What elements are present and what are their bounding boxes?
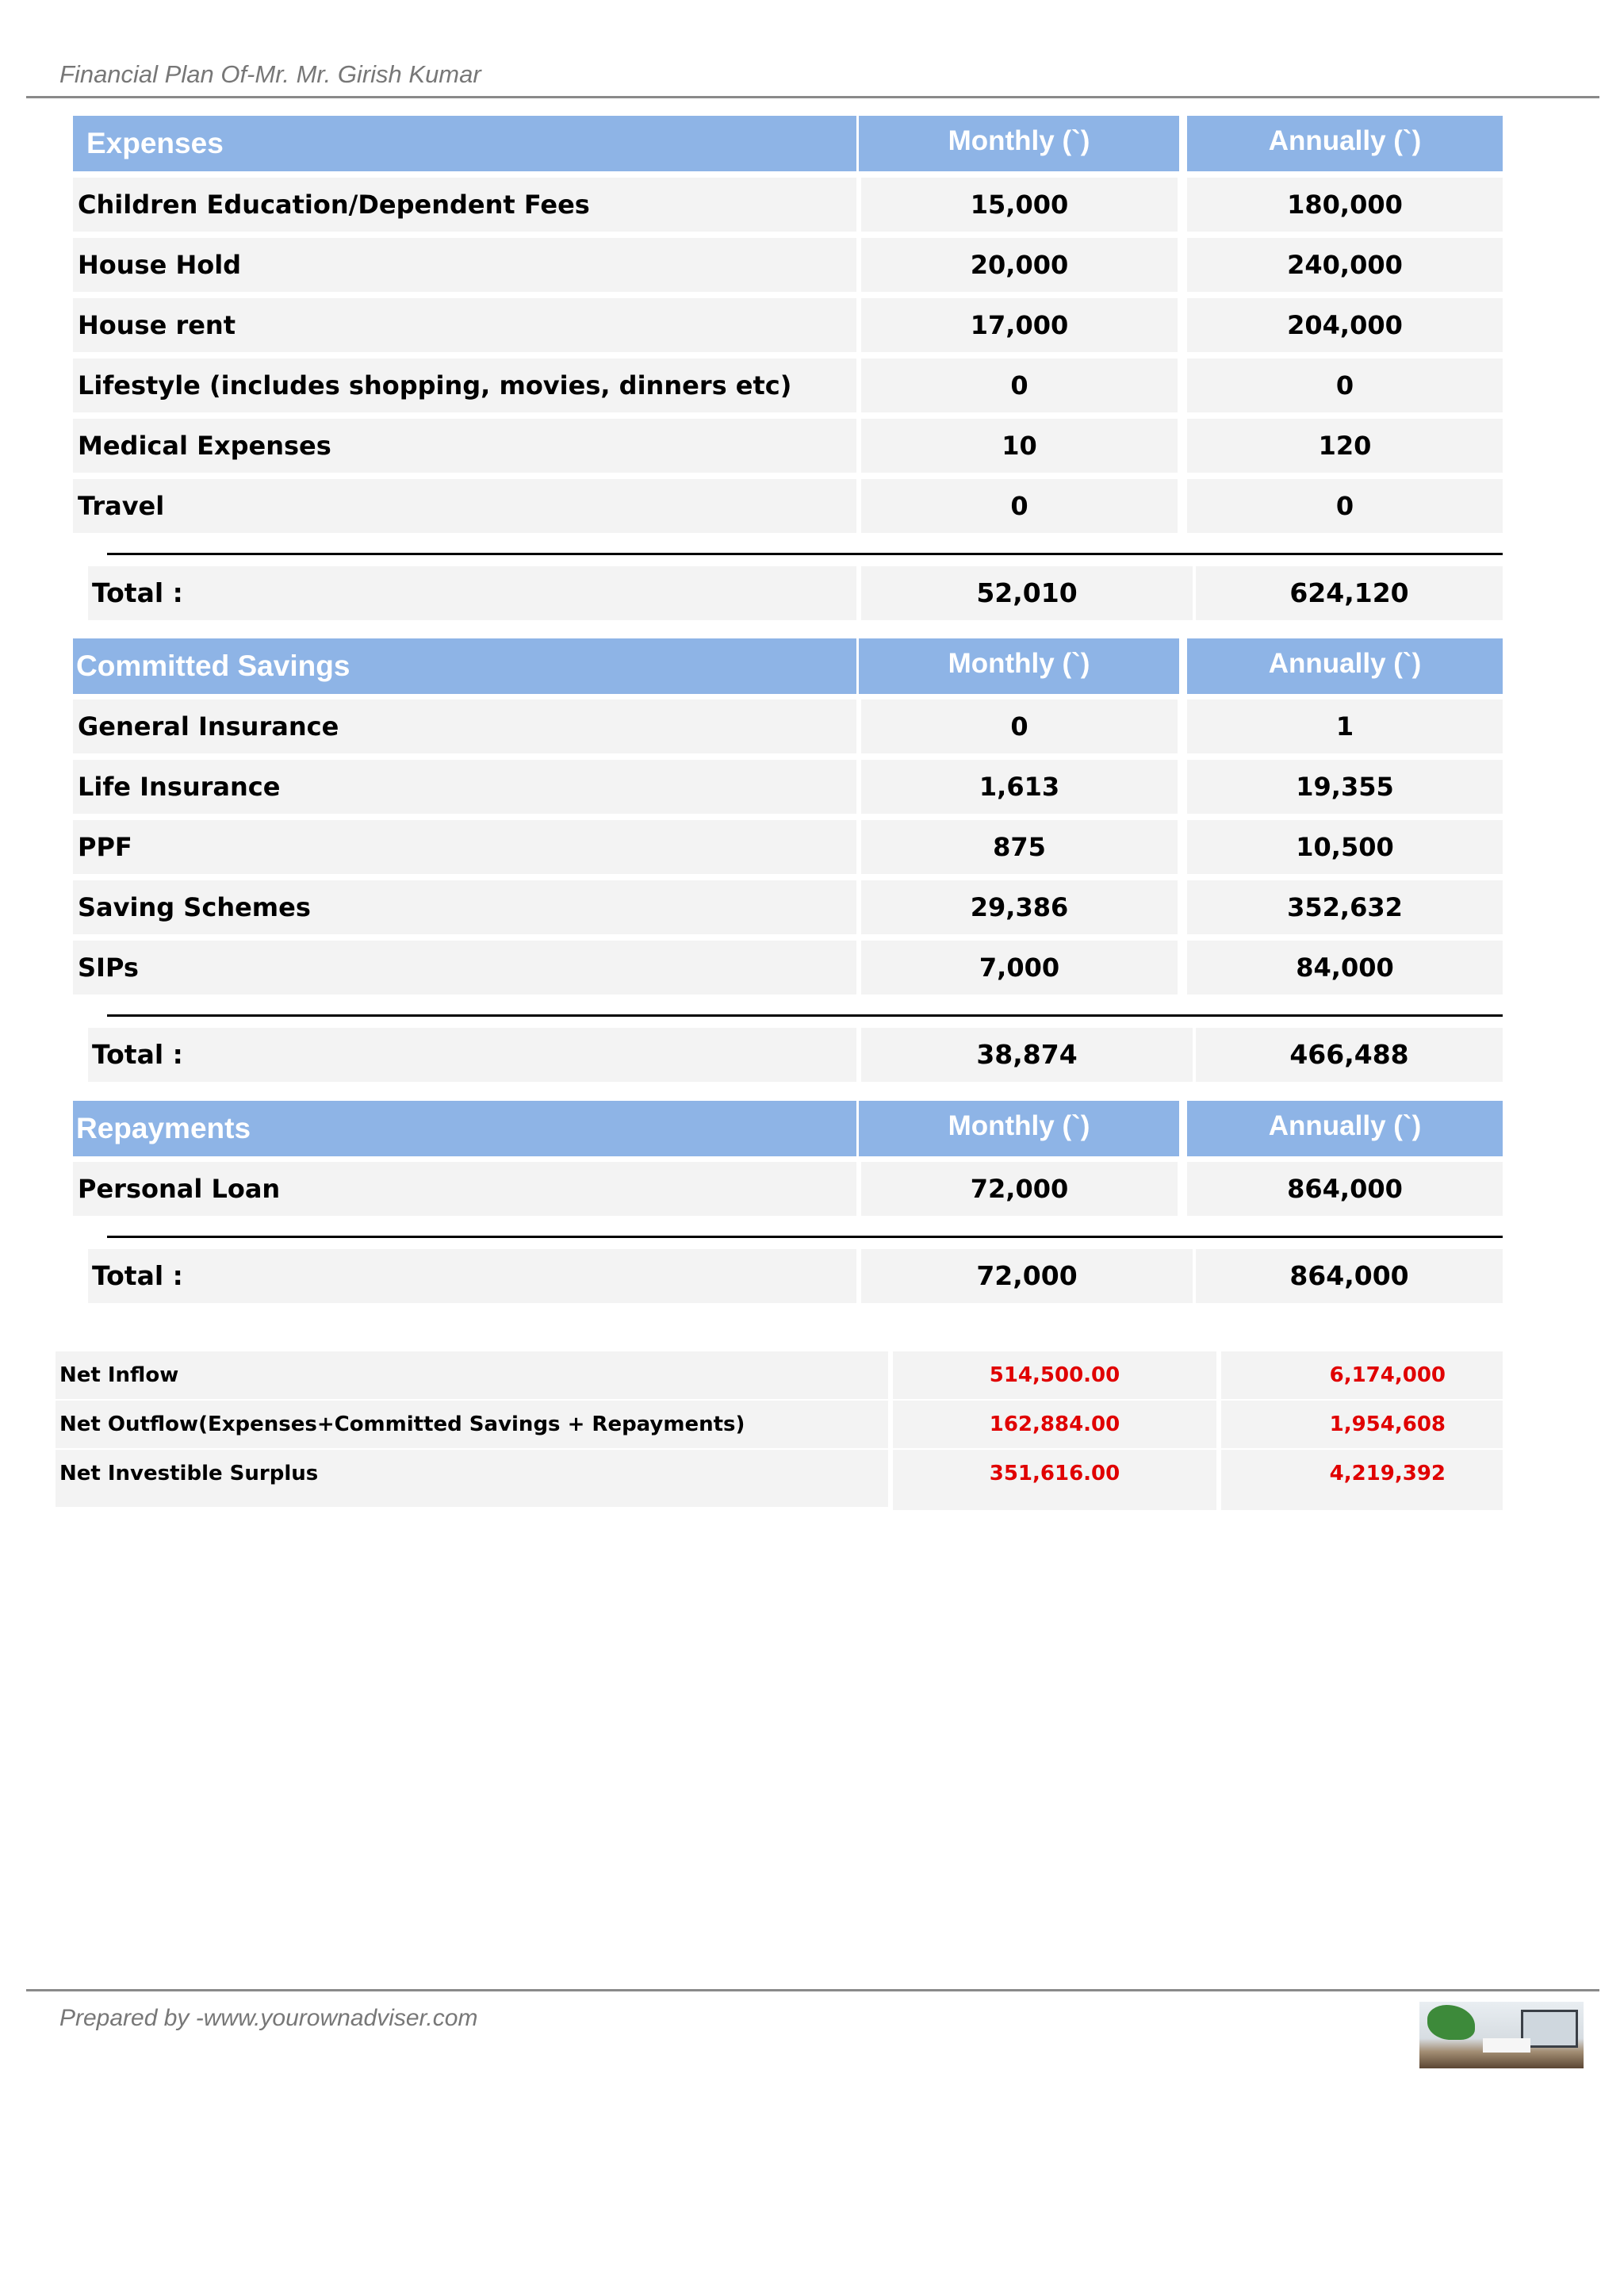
summary-monthly: 162,884.00 <box>893 1401 1216 1448</box>
summary-row-net-outflow <box>56 1401 1503 1448</box>
row-annually: 120 <box>1187 419 1503 473</box>
savings-total-row <box>88 1028 1503 1082</box>
row-label: Life Insurance <box>73 760 856 814</box>
expenses-title: Expenses <box>73 116 856 171</box>
summary-annually: 4,219,392 <box>1221 1450 1503 1510</box>
table-row <box>73 880 1503 934</box>
row-label: Children Education/Dependent Fees <box>73 178 856 232</box>
monthly-column-header: Monthly (`) <box>859 638 1179 694</box>
summary-monthly: 514,500.00 <box>893 1351 1216 1399</box>
header-divider <box>26 96 1599 98</box>
summary-label: Net Inflow <box>56 1351 888 1399</box>
summary-row-net-investible-surplus <box>56 1450 1503 1510</box>
annually-column-header: Annually (`) <box>1187 116 1503 171</box>
table-row <box>73 941 1503 995</box>
row-monthly: 10 <box>861 419 1178 473</box>
total-divider <box>107 1014 1503 1017</box>
monthly-column-header: Monthly (`) <box>859 1101 1179 1156</box>
row-monthly: 15,000 <box>861 178 1178 232</box>
row-label: Travel <box>73 479 856 533</box>
row-annually: 0 <box>1187 358 1503 412</box>
summary-row-net-inflow <box>56 1351 1503 1399</box>
row-monthly: 72,000 <box>861 1162 1178 1216</box>
row-annually: 240,000 <box>1187 238 1503 292</box>
savings-title: Committed Savings <box>73 638 856 694</box>
total-monthly: 72,000 <box>861 1249 1193 1303</box>
repayments-total-row <box>88 1249 1503 1303</box>
row-monthly: 1,613 <box>861 760 1178 814</box>
total-label: Total : <box>88 566 856 620</box>
row-annually: 10,500 <box>1187 820 1503 874</box>
annually-column-header: Annually (`) <box>1187 1101 1503 1156</box>
row-monthly: 875 <box>861 820 1178 874</box>
total-annually: 624,120 <box>1196 566 1503 620</box>
row-monthly: 29,386 <box>861 880 1178 934</box>
total-annually: 466,488 <box>1196 1028 1503 1082</box>
total-divider <box>107 553 1503 555</box>
total-monthly: 38,874 <box>861 1028 1193 1082</box>
summary-annually: 6,174,000 <box>1221 1351 1503 1399</box>
table-row <box>73 298 1503 352</box>
row-annually: 204,000 <box>1187 298 1503 352</box>
table-row <box>73 760 1503 814</box>
row-annually: 84,000 <box>1187 941 1503 995</box>
row-label: Medical Expenses <box>73 419 856 473</box>
total-monthly: 52,010 <box>861 566 1193 620</box>
total-divider <box>107 1236 1503 1238</box>
table-row <box>73 1162 1503 1216</box>
total-label: Total : <box>88 1028 856 1082</box>
row-label: Saving Schemes <box>73 880 856 934</box>
savings-header <box>73 638 1503 694</box>
row-monthly: 20,000 <box>861 238 1178 292</box>
footer-divider <box>26 1989 1599 1991</box>
table-row <box>73 419 1503 473</box>
summary-label: Net Outflow(Expenses+Committed Savings + Repayments) <box>56 1401 888 1448</box>
row-label: PPF <box>73 820 856 874</box>
summary-label: Net Investible Surplus <box>56 1450 888 1507</box>
repayments-header <box>73 1101 1503 1156</box>
row-label: General Insurance <box>73 700 856 753</box>
row-label: House Hold <box>73 238 856 292</box>
annually-column-header: Annually (`) <box>1187 638 1503 694</box>
row-annually: 19,355 <box>1187 760 1503 814</box>
page-footer: Prepared by -www.yourownadviser.com <box>59 2005 478 2031</box>
row-label: Personal Loan <box>73 1162 856 1216</box>
summary-annually: 1,954,608 <box>1221 1401 1503 1448</box>
expenses-total-row <box>88 566 1503 620</box>
monthly-column-header: Monthly (`) <box>859 116 1179 171</box>
row-monthly: 7,000 <box>861 941 1178 995</box>
table-row <box>73 820 1503 874</box>
table-row <box>73 238 1503 292</box>
office-desk-image <box>1419 2002 1584 2068</box>
page-header: Financial Plan Of-Mr. Mr. Girish Kumar <box>59 60 481 88</box>
summary-monthly: 351,616.00 <box>893 1450 1216 1510</box>
row-annually: 180,000 <box>1187 178 1503 232</box>
row-label: Lifestyle (includes shopping, movies, dinners etc) <box>73 358 856 412</box>
table-row <box>73 479 1503 533</box>
row-monthly: 17,000 <box>861 298 1178 352</box>
row-annually: 1 <box>1187 700 1503 753</box>
row-annually: 0 <box>1187 479 1503 533</box>
table-row <box>73 178 1503 232</box>
row-label: House rent <box>73 298 856 352</box>
total-label: Total : <box>88 1249 856 1303</box>
total-annually: 864,000 <box>1196 1249 1503 1303</box>
expenses-header <box>73 116 1503 171</box>
row-monthly: 0 <box>861 358 1178 412</box>
row-monthly: 0 <box>861 700 1178 753</box>
table-row <box>73 358 1503 412</box>
row-annually: 864,000 <box>1187 1162 1503 1216</box>
table-row <box>73 700 1503 753</box>
repayments-title: Repayments <box>73 1101 856 1156</box>
row-annually: 352,632 <box>1187 880 1503 934</box>
row-monthly: 0 <box>861 479 1178 533</box>
row-label: SIPs <box>73 941 856 995</box>
